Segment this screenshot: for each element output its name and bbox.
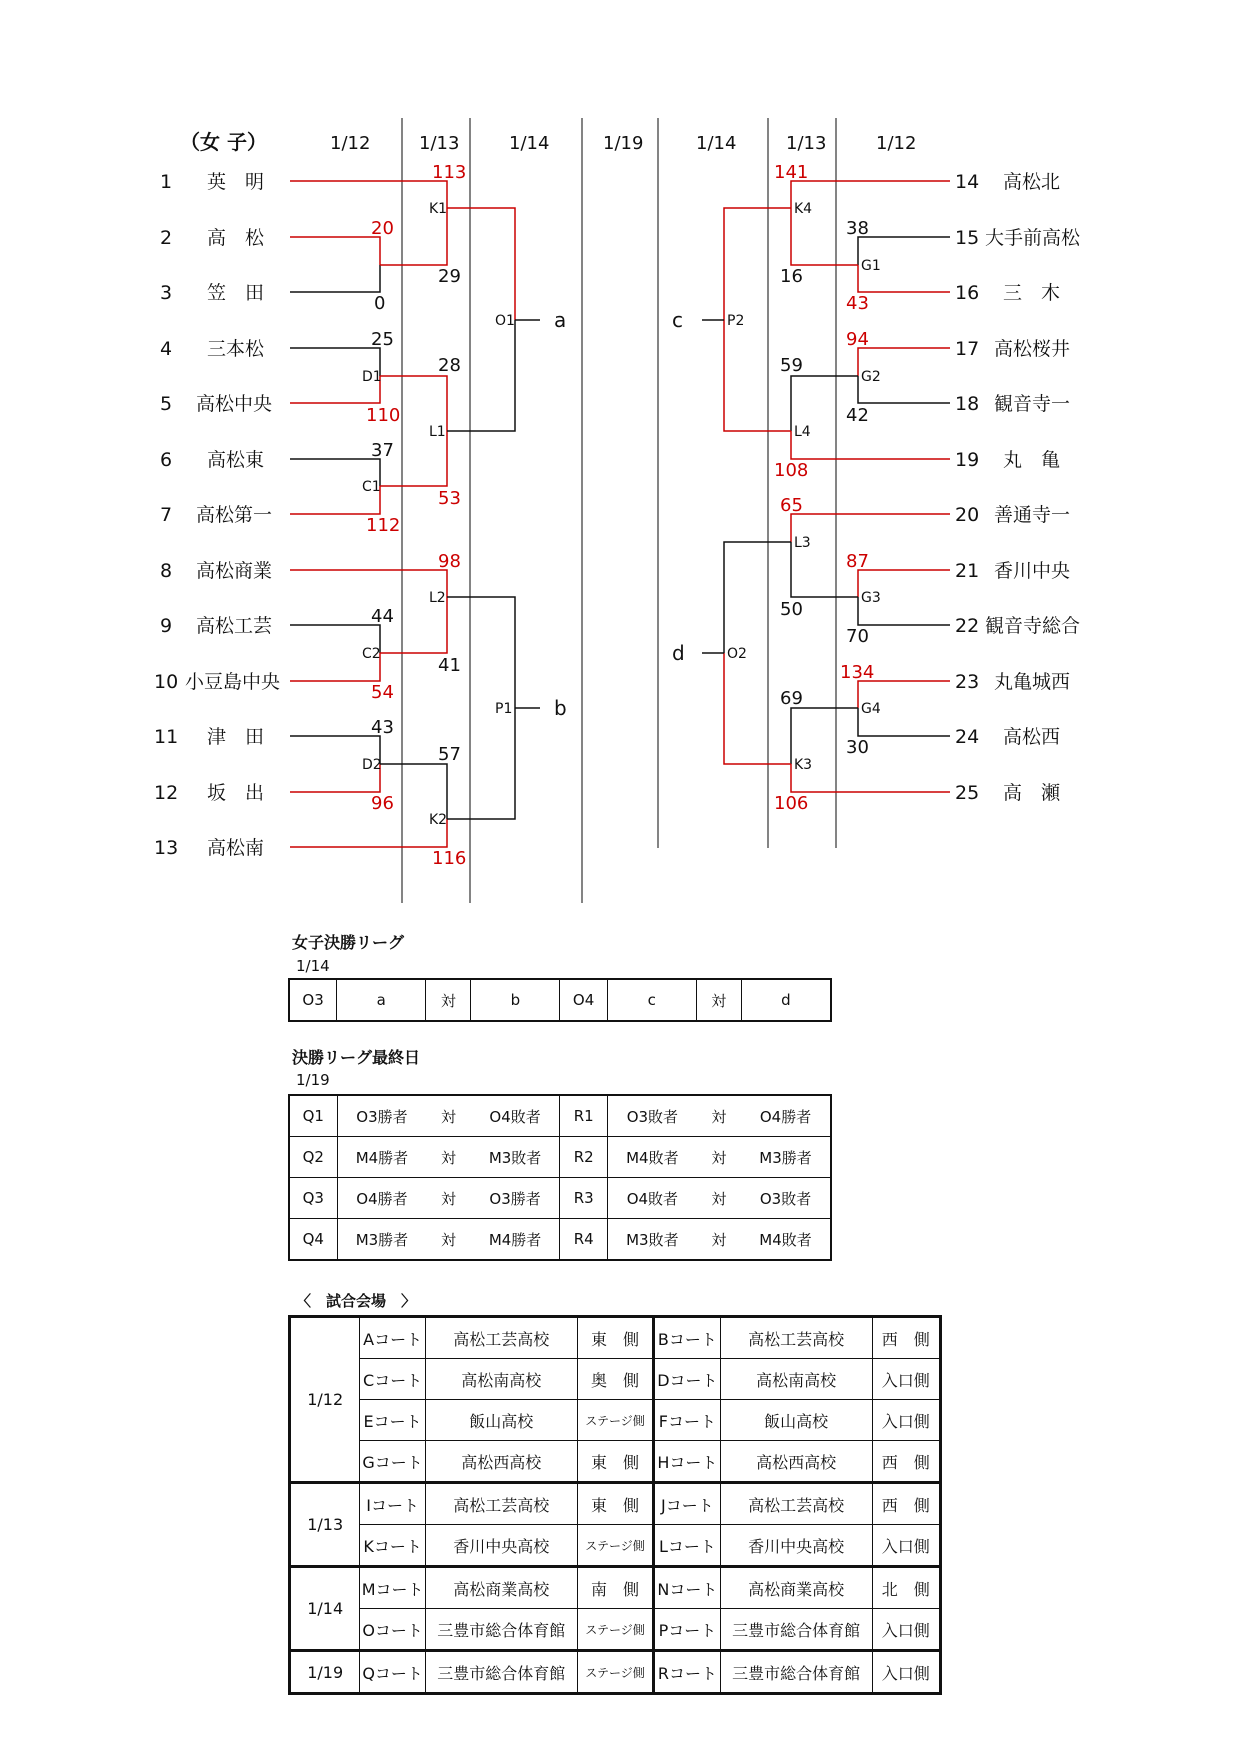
team-number: 25 [955,782,980,804]
game-code: G3 [861,590,881,606]
team-number: 23 [955,671,980,693]
table-row [290,1651,941,1694]
venue-side: 入口側 [872,1651,940,1694]
group-label-a: a [554,308,567,332]
court: Bコート [654,1317,720,1359]
table-row [289,1095,831,1137]
versus: 対 [426,1178,470,1219]
score: 65 [780,495,803,516]
team-slot: M4勝者 [337,1137,426,1178]
venues-title: 〈 試合会場 〉 [296,1292,417,1310]
team-number: 11 [154,726,179,748]
score: 20 [371,218,394,239]
score: 113 [432,162,467,183]
team-name: 高松北 [1003,171,1061,193]
game-code: P1 [495,701,513,717]
score: 112 [366,515,401,536]
team-name: 笠 田 [207,282,265,304]
game-code: D2 [362,757,382,773]
team-number: 22 [955,615,980,637]
score: 141 [774,162,809,183]
score: 69 [780,688,803,709]
venue-side: 西 側 [872,1483,940,1525]
score: 25 [371,329,394,350]
table-row [290,1400,941,1441]
versus: 対 [426,979,471,1021]
game-code: O2 [727,646,747,662]
team-slot: M4敗者 [741,1219,831,1261]
versus: 対 [697,1178,741,1219]
venue: 高松南高校 [720,1359,872,1400]
team-number: 14 [955,171,980,193]
last-day-title: 決勝リーグ最終日 [292,1048,421,1067]
venue-side: 入口側 [872,1525,940,1567]
score: 28 [438,355,461,376]
venue: 三豊市総合体育館 [720,1651,872,1694]
team-name: 高松中央 [196,393,273,415]
score: 0 [374,293,386,314]
round-dividers [402,118,836,903]
venue: 高松西高校 [720,1441,872,1483]
team-number: 24 [955,726,980,748]
team-slot: O4敗者 [607,1178,696,1219]
venue-side: ステージ側 [577,1400,653,1441]
team-name: 三本松 [207,338,265,360]
game-code: O1 [495,313,515,329]
game-code: L4 [794,424,811,440]
table-row [290,1359,941,1400]
team-number: 20 [955,504,980,526]
game-id: Q3 [289,1178,337,1219]
court: Kコート [360,1525,425,1567]
game-code: K3 [794,757,813,773]
team-number: 15 [955,227,980,249]
venue: 高松西高校 [425,1441,577,1483]
game-code: G1 [861,258,881,274]
team-slot: M4勝者 [471,1219,560,1261]
left-bracket-lines [290,181,540,847]
game-id: Q4 [289,1219,337,1261]
team-slot: O3敗者 [741,1178,831,1219]
team-number: 4 [160,338,173,360]
venue: 高松工芸高校 [720,1317,872,1359]
game-id: Q1 [289,1095,337,1137]
table-row [290,1567,941,1609]
game-id: Q2 [289,1137,337,1178]
team-name: 大手前高松 [985,227,1081,249]
team-number: 18 [955,393,980,415]
score: 42 [846,405,869,426]
court: Oコート [360,1609,425,1651]
team-name: 丸亀城西 [994,671,1071,693]
score: 53 [438,488,461,509]
right-bracket-lines [702,181,950,792]
game-id: O4 [560,979,607,1021]
team-name: 小豆島中央 [185,671,281,693]
game-code: L1 [429,424,446,440]
team-number: 21 [955,560,980,582]
court: Pコート [654,1609,720,1651]
table-row [289,1178,831,1219]
team-slot: O3敗者 [607,1095,696,1137]
court: Nコート [654,1567,720,1609]
versus: 対 [426,1219,470,1261]
team-number: 6 [160,449,173,471]
final-league-table [288,978,832,1022]
venue-date: 1/13 [290,1483,360,1567]
venue: 三豊市総合体育館 [425,1651,577,1694]
date-left-3: 1/14 [509,133,550,154]
game-code: C2 [362,646,381,662]
table-row [289,979,831,1021]
venue-side: 東 側 [577,1317,653,1359]
game-id: R4 [560,1219,608,1261]
score: 116 [432,848,467,869]
team-number: 16 [955,282,980,304]
team-number: 9 [160,615,173,637]
team-slot: O4勝者 [337,1178,426,1219]
game-id: R2 [560,1137,608,1178]
game-code: G4 [861,701,881,717]
score: 87 [846,551,869,572]
score: 44 [371,606,394,627]
court: Lコート [654,1525,720,1567]
score: 43 [846,293,869,314]
court: Jコート [654,1483,720,1525]
venue: 高松商業高校 [425,1567,577,1609]
table-row [290,1483,941,1525]
team-number: 3 [160,282,173,304]
bracket-header: （女 子） [180,130,267,154]
group-labels [554,308,685,720]
team-slot: d [741,979,831,1021]
game-code: K4 [794,201,813,217]
date-right-1: 1/14 [696,133,737,154]
team-name: 善通寺一 [994,504,1071,526]
team-slot: O3勝者 [471,1178,560,1219]
venue-date: 1/14 [290,1567,360,1651]
venue: 三豊市総合体育館 [425,1609,577,1651]
game-code: D1 [362,369,382,385]
team-slot: M3敗者 [607,1219,696,1261]
table-row [290,1525,941,1567]
score: 50 [780,599,803,620]
versus: 対 [696,979,741,1021]
score: 134 [840,662,875,683]
right-team-list [955,171,1081,804]
score: 37 [371,440,394,461]
score: 70 [846,626,869,647]
score: 29 [438,266,461,287]
venue: 香川中央高校 [720,1525,872,1567]
team-slot: O4勝者 [741,1095,831,1137]
team-number: 12 [154,782,179,804]
venue: 飯山高校 [425,1400,577,1441]
team-slot: b [471,979,560,1021]
group-label-c: c [672,308,683,332]
venue: 高松南高校 [425,1359,577,1400]
venue-date: 1/12 [290,1317,360,1483]
versus: 対 [426,1095,470,1137]
court: Dコート [654,1359,720,1400]
court: Gコート [360,1441,425,1483]
table-row [289,1219,831,1261]
game-code: L3 [794,535,811,551]
versus: 対 [697,1219,741,1261]
team-name: 高 松 [207,227,265,249]
score: 108 [774,460,809,481]
team-name: 高松東 [207,449,265,471]
score: 106 [774,793,809,814]
venue: 高松工芸高校 [425,1317,577,1359]
team-name: 香川中央 [994,560,1071,582]
venue: 三豊市総合体育館 [720,1609,872,1651]
court: Fコート [654,1400,720,1441]
court: Aコート [360,1317,425,1359]
team-name: 高松第一 [196,504,273,526]
team-name: 観音寺総合 [985,615,1081,637]
team-number: 7 [160,504,173,526]
versus: 対 [697,1095,741,1137]
venue-side: 入口側 [872,1400,940,1441]
venue: 飯山高校 [720,1400,872,1441]
date-right-3: 1/12 [876,133,917,154]
score: 38 [846,218,869,239]
game-code: L2 [429,590,446,606]
score: 30 [846,737,869,758]
last-day-date: 1/19 [296,1071,330,1089]
date-right-2: 1/13 [786,133,827,154]
date-left-1: 1/12 [330,133,371,154]
venue-side: ステージ側 [577,1651,653,1694]
venue-side: 入口側 [872,1359,940,1400]
team-slot: a [337,979,426,1021]
team-slot: M4敗者 [607,1137,696,1178]
team-name: 英 明 [207,171,265,193]
score: 43 [371,717,394,738]
venue: 高松商業高校 [720,1567,872,1609]
venue-side: ステージ側 [577,1525,653,1567]
venue-side: 西 側 [872,1441,940,1483]
table-row [290,1317,941,1359]
team-number: 1 [160,171,173,193]
game-code: C1 [362,479,381,495]
date-left-4: 1/19 [603,133,644,154]
venue: 高松工芸高校 [425,1483,577,1525]
team-name: 三 木 [1003,282,1061,304]
team-name: 観音寺一 [994,393,1071,415]
team-slot: M3勝者 [741,1137,831,1178]
date-left-2: 1/13 [419,133,460,154]
game-id: R3 [560,1178,608,1219]
final-league-title: 女子決勝リーグ [292,933,405,952]
court: Qコート [360,1651,425,1694]
score: 94 [846,329,869,350]
court: Mコート [360,1567,425,1609]
team-name: 高松工芸 [196,615,273,637]
court: Iコート [360,1483,425,1525]
venue-side: 奥 側 [577,1359,653,1400]
team-slot: O3勝者 [337,1095,426,1137]
game-id: O3 [289,979,337,1021]
team-name: 高松南 [207,837,265,859]
score: 96 [371,793,394,814]
team-number: 17 [955,338,980,360]
team-number: 19 [955,449,980,471]
team-slot: M3敗者 [471,1137,560,1178]
venue-side: ステージ側 [577,1609,653,1651]
venue-side: 南 側 [577,1567,653,1609]
left-team-list [154,171,280,859]
table-row [289,1137,831,1178]
team-number: 5 [160,393,173,415]
last-day-table [288,1094,832,1261]
team-name: 高 瀬 [1003,782,1061,804]
group-label-b: b [554,696,567,720]
team-slot: O4敗者 [471,1095,560,1137]
team-name: 高松桜井 [994,338,1071,360]
team-number: 13 [154,837,179,859]
team-slot: M3勝者 [337,1219,426,1261]
team-name: 津 田 [207,726,265,748]
team-name: 坂 出 [207,782,265,804]
score: 57 [438,744,461,765]
versus: 対 [697,1137,741,1178]
venue-date: 1/19 [290,1651,360,1694]
score: 41 [438,655,461,676]
court: Eコート [360,1400,425,1441]
team-slot: c [607,979,696,1021]
score: 59 [780,355,803,376]
score: 110 [366,405,401,426]
final-league-date: 1/14 [296,957,330,975]
venue-side: 東 側 [577,1483,653,1525]
court: Rコート [654,1651,720,1694]
venue-side: 西 側 [872,1317,940,1359]
game-code: K2 [429,812,448,828]
game-code: K1 [429,201,448,217]
score: 98 [438,551,461,572]
group-label-d: d [672,641,685,665]
table-row [290,1609,941,1651]
venue: 高松工芸高校 [720,1483,872,1525]
venue-side: 東 側 [577,1441,653,1483]
versus: 対 [426,1137,470,1178]
court: Cコート [360,1359,425,1400]
team-number: 8 [160,560,173,582]
venue-table [288,1315,942,1695]
score: 54 [371,682,394,703]
game-code: P2 [727,313,745,329]
team-name: 高松西 [1003,726,1061,748]
venue-side: 入口側 [872,1609,940,1651]
venue-side: 北 側 [872,1567,940,1609]
court: Hコート [654,1441,720,1483]
game-id: R1 [560,1095,608,1137]
team-number: 2 [160,227,173,249]
score: 16 [780,266,803,287]
table-row [290,1441,941,1483]
team-number: 10 [154,671,179,693]
team-name: 丸 亀 [1003,449,1061,471]
venue: 香川中央高校 [425,1525,577,1567]
game-code: G2 [861,369,881,385]
team-name: 高松商業 [196,560,273,582]
